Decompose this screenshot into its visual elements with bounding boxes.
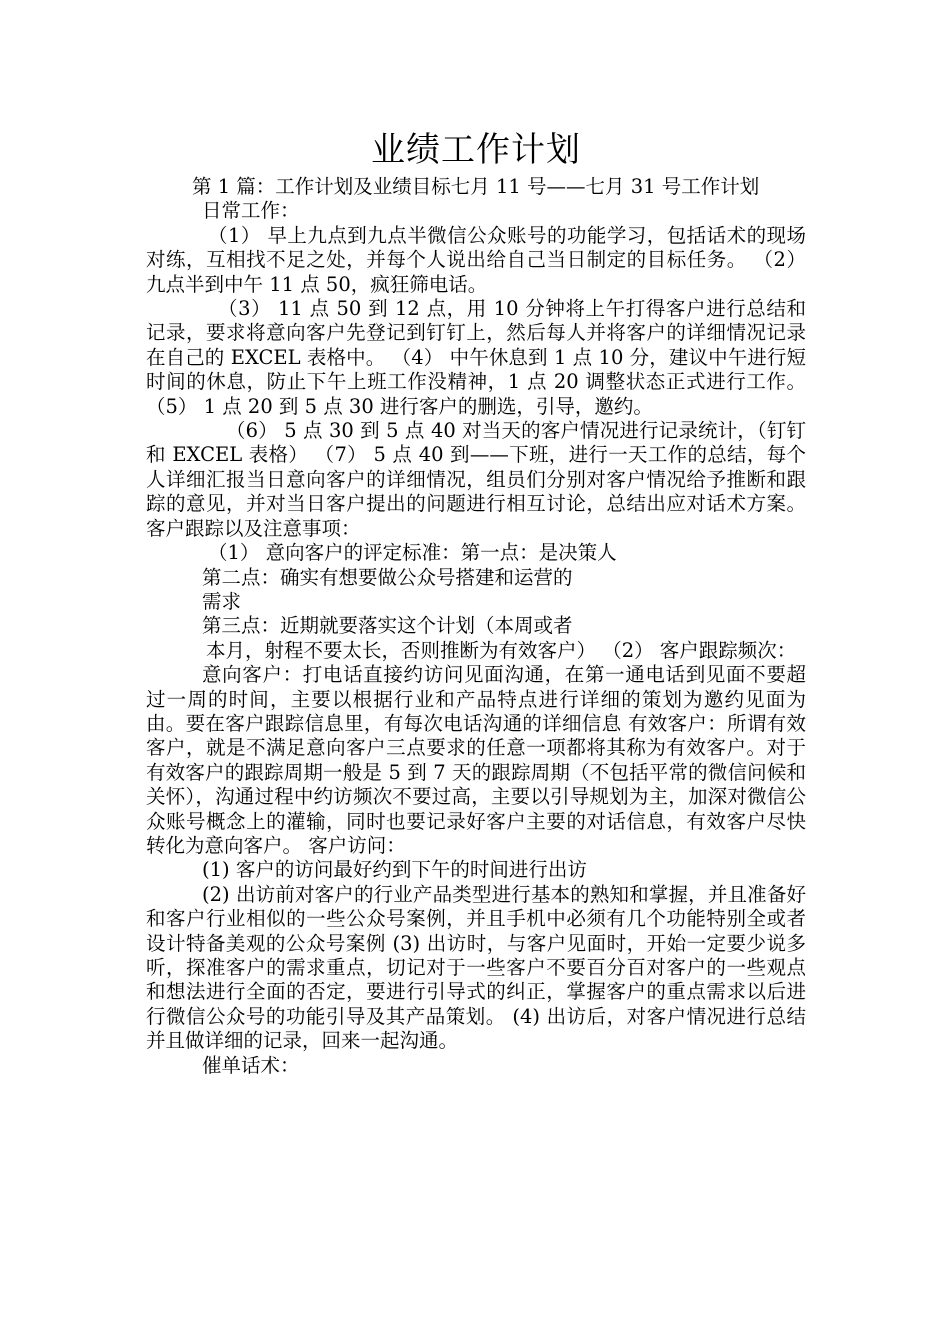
daily-items-1-2: （1） 早上九点到九点半微信公众账号的功能学习，包括话术的现场对练，互相找不足之处，并每个人说出给自己当日制定的目标任务。 （2） 九点半到中午 11 点 50，疯狂筛电话。 [146, 223, 806, 296]
article-heading: 第 1 篇：工作计划及业绩目标七月 11 号——七月 31 号工作计划 [192, 175, 760, 198]
criteria-point-3-cont: 本月，射程不要太长，否则推断为有效客户） （2） 客户跟踪频次： [206, 638, 797, 662]
visit-item-1: (1) 客户的访问最好约到下午的时间进行出访 [202, 858, 587, 882]
daily-items-3-5: （3） 11 点 50 到 12 点，用 10 分钟将上午打得客户进行总结和记录，要求将意向客户先登记到钉钉上，然后每人并将客户的详细情况记录在自己的 EXCEL 表格中。 （4） 中午休息到 1 点 10 分，建议中午进行短时间的休息，防止下午上班工作没精神，1 点 20 调整状态正式进行工作。 （5） 1 点 20 到 5 点 30 进行客户的删选，引导，邀约。 [146, 297, 806, 418]
criteria-point-1: （1） 意向客户的评定标准：第一点：是决策人 [208, 541, 617, 565]
criteria-point-3: 第三点：近期就要落实这个计划（本周或者 [202, 614, 573, 638]
section-daily-work: 日常工作： [202, 199, 300, 223]
section-urging-script: 催单话术： [202, 1053, 300, 1077]
daily-items-6-7: （6） 5 点 30 到 5 点 40 对当天的客户情况进行记录统计，（钉钉和 EXCEL 表格） （7） 5 点 40 到——下班，进行一天工作的总结，每个人详细汇报当日意向客户的详细情况，组员们分别对客户情况给予推断和跟踪的意见，并对当日客户提出的问题进行相互讨论，总结出应对话术方案。 客户跟踪以及注意事项： [146, 419, 806, 540]
criteria-point-2: 第二点：确实有想要做公众号搭建和运营的 [202, 565, 573, 589]
document-page [146, 125, 806, 1078]
document-title: 业绩工作计划 [371, 130, 581, 170]
criteria-point-2-cont: 需求 [202, 589, 242, 613]
follow-up-frequency: 意向客户：打电话直接约访问见面沟通，在第一通电话到见面不要超过一周的时间，主要以根据行业和产品特点进行详细的策划为邀约见面为由。要在客户跟踪信息里，有每次电话沟通的详细信息 有效客户：所谓有效客户，就是不满足意向客户三点要求的任意一项都将其称为有效客户。对于有效客户的跟踪周期一般是 5 到 7 天的跟踪周期（不包括平常的微信问候和关怀），沟通过程中约访频次不要过高，主要以引导规划为主，加深对微信公众账号概念上的灌输，同时也要记录好客户主要的对话信息，有效客户尽快转化为意向客户。 客户访问： [146, 663, 806, 857]
visit-items-2-4: (2) 出访前对客户的行业产品类型进行基本的熟知和掌握，并且准备好和客户行业相似的一些公众号案例，并且手机中必须有几个功能特别全或者设计特备美观的公众号案例 (3) 出访时，与客户见面时，开始一定要少说多听，探准客户的需求重点，切记对于一些客户不要百分百对客户的一些观点和想法进行全面的否定，要进行引导式的纠正，掌握客户的重点需求以后进行微信公众号的功能引导及其产品策划。 (4) 出访后，对客户情况进行总结并且做详细的记录，回来一起沟通。 [146, 882, 806, 1053]
